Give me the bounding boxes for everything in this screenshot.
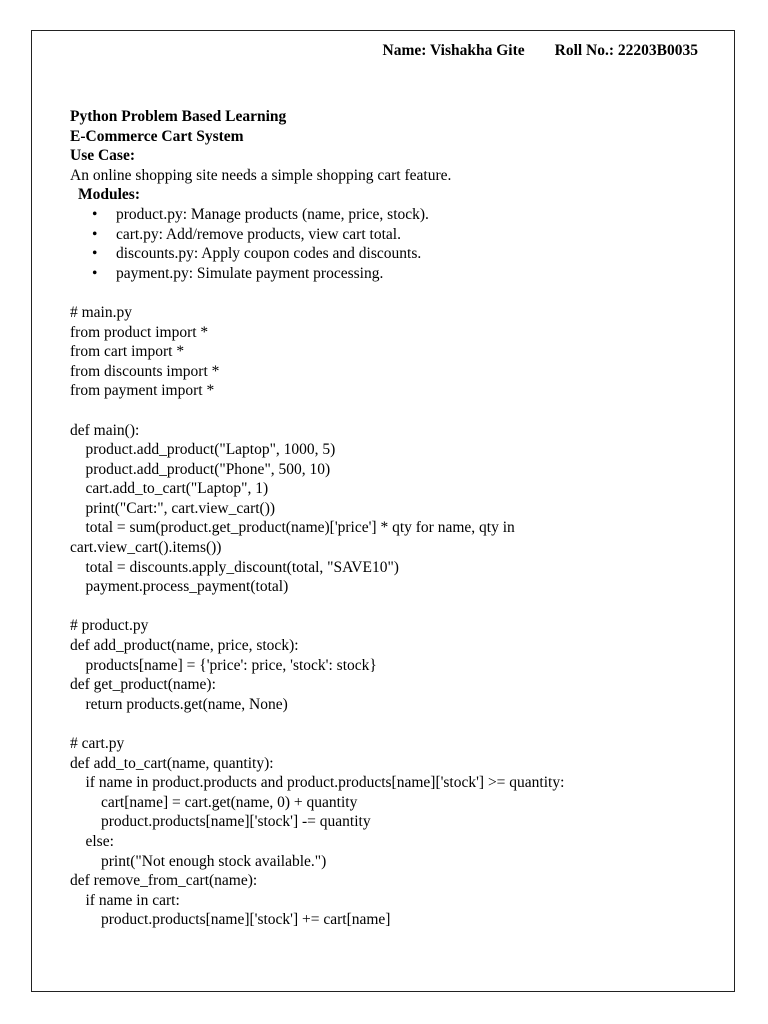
code-line: total = discounts.apply_discount(total, "SAVE10") (70, 558, 399, 576)
code-line: from payment import * (70, 382, 215, 400)
code-line: else: (70, 832, 114, 850)
module-item (70, 205, 730, 225)
bullet-icon: • (92, 264, 98, 282)
spacer (70, 283, 730, 303)
use-case-text: An online shopping site needs a simple shopping cart feature. (70, 166, 452, 184)
module-item-text: payment.py: Simulate payment processing. (116, 264, 384, 282)
spacer (70, 597, 730, 617)
code-line: if name in product.products and product.products[name]['stock'] >= quantity: (70, 774, 565, 792)
code-line-blank (70, 401, 730, 421)
bullet-icon: • (92, 225, 98, 243)
modules-list (70, 205, 730, 283)
code-main-block (70, 303, 730, 597)
code-line: products[name] = {'price': price, 'stock': stock} (70, 656, 377, 674)
bullet-icon: • (92, 205, 98, 223)
module-item (70, 225, 730, 245)
code-line: cart[name] = cart.get(name, 0) + quantity (70, 793, 358, 811)
code-line: from discounts import * (70, 362, 220, 380)
code-line: cart.add_to_cart("Laptop", 1) (70, 480, 269, 498)
code-line: if name in cart: (70, 891, 180, 909)
modules-label: Modules: (78, 186, 140, 204)
code-line: cart.view_cart().items()) (70, 539, 222, 557)
document-subtitle: E-Commerce Cart System (70, 127, 244, 145)
code-line: from product import * (70, 323, 209, 341)
student-header (383, 42, 698, 60)
module-item-text: discounts.py: Apply coupon codes and discounts. (116, 245, 422, 263)
code-line: product.add_product("Laptop", 1000, 5) (70, 441, 336, 459)
use-case-label: Use Case: (70, 147, 135, 165)
code-line: from cart import * (70, 343, 185, 361)
code-line: def add_to_cart(name, quantity): (70, 754, 274, 772)
module-item (70, 264, 730, 284)
code-line: payment.process_payment(total) (70, 578, 289, 596)
code-line: def main(): (70, 421, 140, 439)
module-item-text: product.py: Manage products (name, price, stock). (116, 205, 429, 223)
roll-number: Roll No.: 22203B0035 (554, 42, 698, 59)
code-line: def get_product(name): (70, 676, 216, 694)
code-line: product.add_product("Phone", 500, 10) (70, 460, 331, 478)
code-line: return products.get(name, None) (70, 695, 288, 713)
code-line: def add_product(name, price, stock): (70, 637, 299, 655)
code-line: print("Cart:", cart.view_cart()) (70, 499, 276, 517)
code-cart-block (70, 734, 730, 930)
code-product-block (70, 616, 730, 714)
code-line: total = sum(product.get_product(name)['price'] * qty for name, qty in (70, 519, 515, 537)
code-line: # main.py (70, 303, 132, 321)
code-line: def remove_from_cart(name): (70, 872, 258, 890)
bullet-icon: • (92, 245, 98, 263)
code-line: # cart.py (70, 735, 125, 752)
code-line: # product.py (70, 617, 149, 635)
document-title: Python Problem Based Learning (70, 108, 287, 125)
spacer (70, 714, 730, 734)
document-body (70, 107, 730, 930)
code-line: product.products[name]['stock'] += cart[name] (70, 911, 391, 929)
module-item-text: cart.py: Add/remove products, view cart total. (116, 225, 401, 243)
code-line: print("Not enough stock available.") (70, 852, 327, 870)
student-name: Name: Vishakha Gite (382, 42, 525, 59)
module-item (70, 244, 730, 264)
code-line: product.products[name]['stock'] -= quantity (70, 813, 371, 831)
